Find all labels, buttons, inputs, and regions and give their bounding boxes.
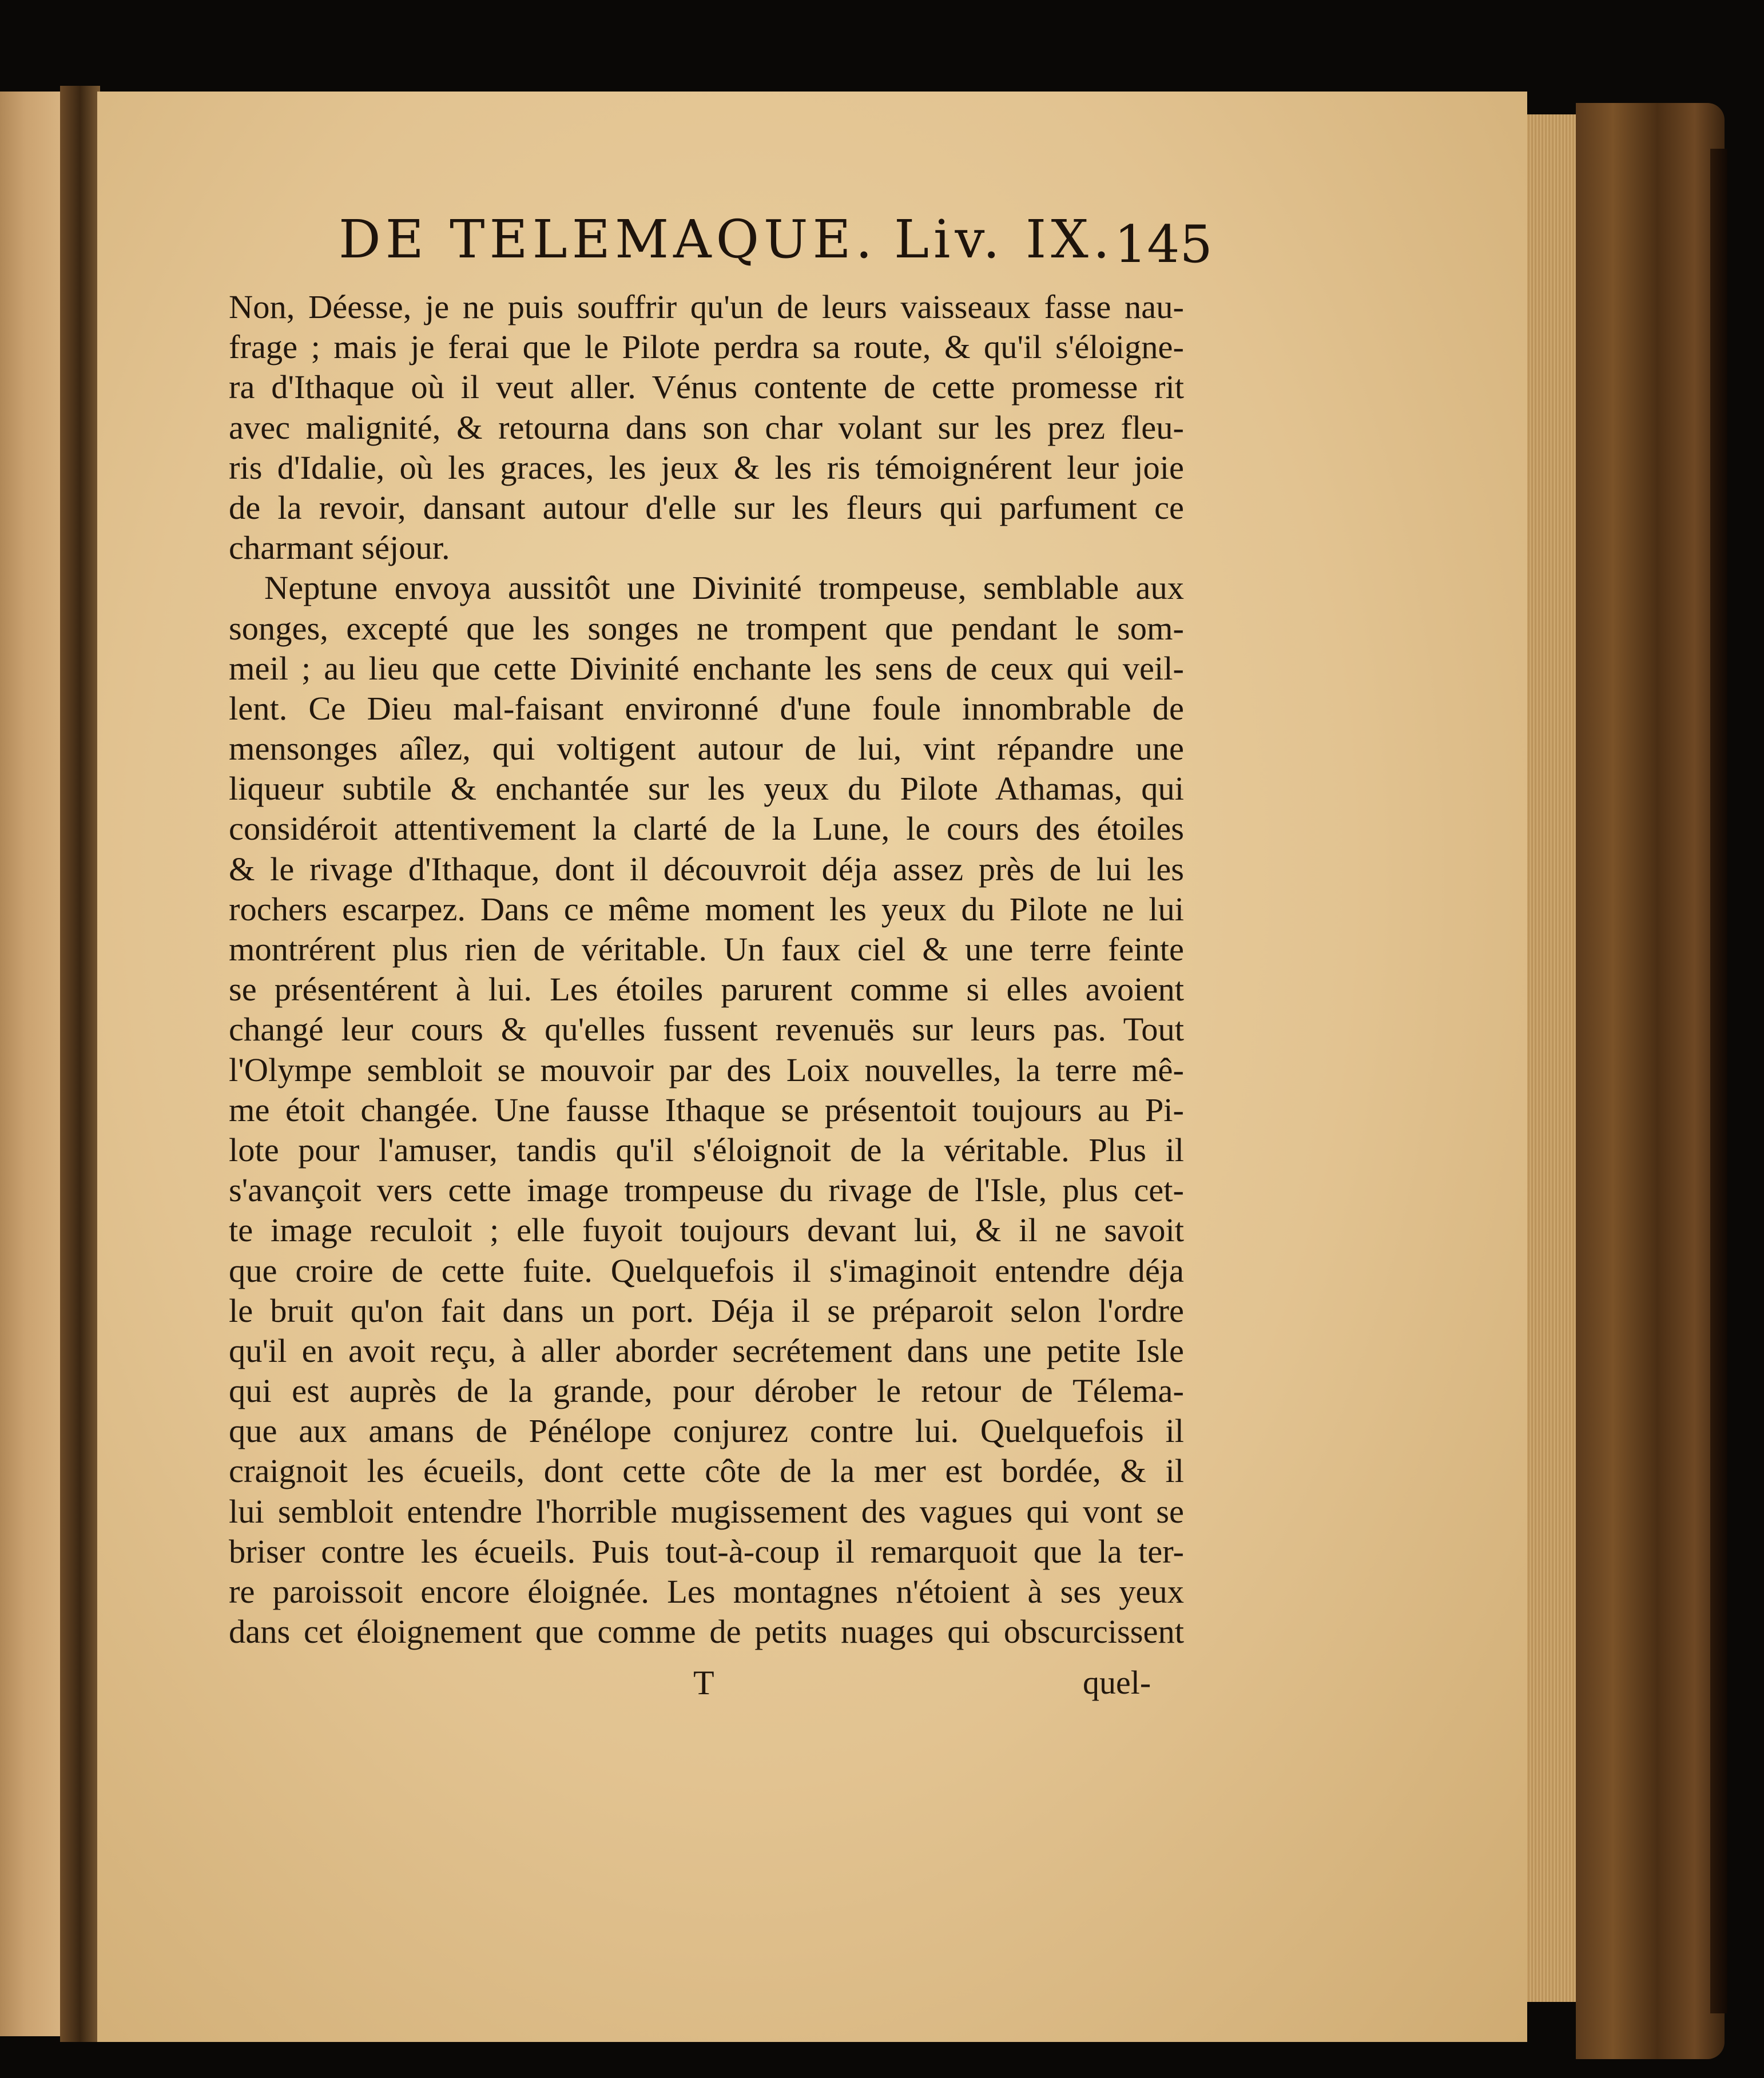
text-line: ra d'Ithaque où il veut aller. Vénus contente de cette promesse rit (229, 368, 1184, 406)
text-line: meil ; au lieu que cette Divinité enchante les sens de ceux qui veil- (229, 649, 1184, 687)
text-line: mensonges aîlez, qui voltigent autour de lui, vint répandre une (229, 730, 1184, 768)
text-line: de la revoir, dansant autour d'elle sur les fleurs qui parfument ce (229, 488, 1184, 526)
page-block-edges (1527, 114, 1579, 2002)
text-line: lui sembloit entendre l'horrible mugissement des vagues qui vont se (229, 1492, 1184, 1530)
text-line: songes, excepté que les songes ne trompent que pendant le som- (229, 609, 1184, 647)
book-gutter (60, 86, 100, 2042)
text-line: re paroissoit encore éloignée. Les montagnes n'étoient à ses yeux (229, 1573, 1184, 1610)
text-line: ris d'Idalie, où les graces, les jeux & les ris témoignérent leur joie (229, 448, 1184, 486)
page-number: 145 (1114, 214, 1213, 275)
text-line: montrérent plus rien de véritable. Un faux ciel & une terre feinte (229, 931, 1184, 968)
text-line: te image reculoit ; elle fuyoit toujours devant lui, & il ne savoit (229, 1211, 1184, 1249)
text-line: considéroit attentivement la clarté de la Lune, le cours des étoiles (229, 810, 1184, 848)
text-line: se présentérent à lui. Les étoiles parurent comme si elles avoient (229, 971, 1184, 1008)
running-head-book: Liv. IX. (893, 209, 1115, 270)
text-line: briser contre les écueils. Puis tout-à-coup il remarquoit que la ter- (229, 1532, 1184, 1570)
text-line: frage ; mais je ferai que le Pilote perdra sa route, & qu'il s'éloigne- (229, 328, 1184, 366)
text-line: Non, Déesse, je ne puis souffrir qu'un de leurs vaisseaux fasse nau- (229, 288, 1184, 325)
text-line: qu'il en avoit reçu, à aller aborder secrétement dans une petite Isle (229, 1332, 1184, 1369)
running-head (339, 209, 1197, 289)
cover-edge-shadow (1710, 149, 1727, 2013)
text-line: s'avançoit vers cette image trompeuse du rivage de l'Isle, plus cet- (229, 1171, 1184, 1209)
text-line: lote pour l'amuser, tandis qu'il s'éloignoit de la véritable. Plus il (229, 1131, 1184, 1169)
text-line: rochers escarpez. Dans ce même moment les yeux du Pilote ne lui (229, 890, 1184, 928)
text-line: charmant séjour. (229, 529, 450, 567)
text-line: qui est auprès de la grande, pour dérober le retour de Télema- (229, 1372, 1184, 1410)
text-line: Neptune envoya aussitôt une Divinité trompeuse, semblable aux (264, 569, 1184, 607)
text-line: me étoit changée. Une fausse Ithaque se présentoit toujours au Pi- (229, 1091, 1184, 1129)
text-line: dans cet éloignement que comme de petits nuages qui obscurcissent (229, 1613, 1184, 1651)
text-line: que croire de cette fuite. Quelquefois il s'imaginoit entendre déja (229, 1251, 1184, 1289)
catchword: quel- (1083, 1664, 1151, 1701)
text-line: avec malignité, & retourna dans son char volant sur les prez fleu- (229, 408, 1184, 446)
text-line: changé leur cours & qu'elles fussent revenuës sur leurs pas. Tout (229, 1011, 1184, 1048)
leather-cover (1576, 103, 1725, 2059)
text-line: craignoit les écueils, dont cette côte de la mer est bordée, & il (229, 1452, 1184, 1490)
body-text (229, 287, 1184, 1652)
text-line: liqueur subtile & enchantée sur les yeux du Pilote Athamas, qui (229, 770, 1184, 808)
running-head-title: DE TELEMAQUE. (339, 209, 877, 270)
text-line: le bruit qu'on fait dans un port. Déja il se préparoit selon l'ordre (229, 1292, 1184, 1329)
text-line: que aux amans de Pénélope conjurez contre lui. Quelquefois il (229, 1412, 1184, 1450)
text-line: & le rivage d'Ithaque, dont il découvroit déja assez près de lui les (229, 850, 1184, 888)
text-line: lent. Ce Dieu mal-faisant environné d'une foule innombrable de (229, 689, 1184, 727)
text-line: l'Olympe sembloit se mouvoir par des Loix nouvelles, la terre mê- (229, 1051, 1184, 1088)
facing-page-edge (0, 92, 63, 2036)
signature-mark: T (693, 1664, 714, 1702)
